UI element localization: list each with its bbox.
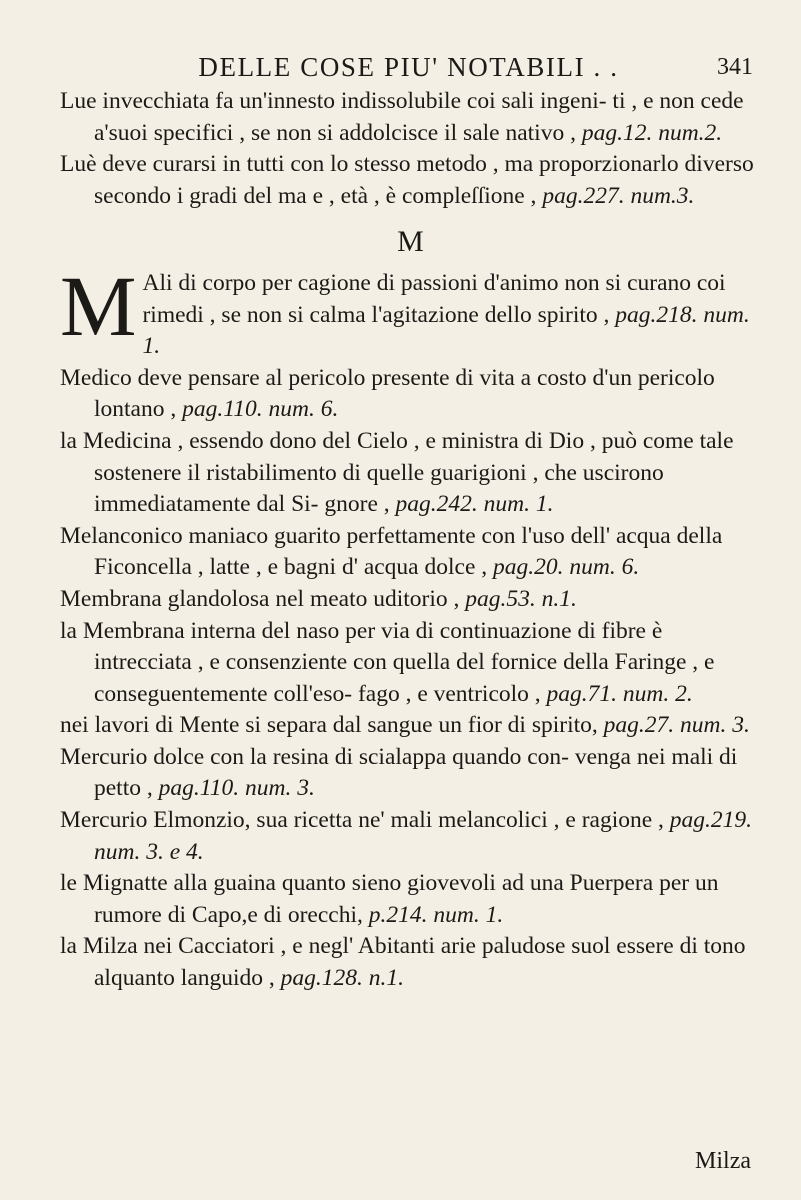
entry-text: Medico deve pensare al pericolo presente di vita a costo d'un pericolo lontano , <box>60 364 715 423</box>
entry-text: la Membrana interna del naso per via di continuazione di fibre è intrecciata , e consenziente con quella del fornice della Faringe , e conseguentemente coll'eso- fago , e ventricolo , <box>60 617 715 707</box>
entry-ref: pag.242. num. 1. <box>395 491 554 518</box>
entry-text: Melanconico maniaco guarito perfettamente con l'uso dell' acqua della Ficoncella , latte , e bagni d' acqua dolce , <box>60 522 723 581</box>
entry-ref: pag.12. num.2. <box>581 119 723 146</box>
drop-cap: M <box>60 257 137 354</box>
entry-ref: pag.71. num. 2. <box>546 680 693 707</box>
catchword: Milza <box>695 1148 751 1174</box>
index-entry <box>60 584 761 616</box>
running-head <box>60 52 757 82</box>
index-entry <box>60 363 761 426</box>
entry-text: la Milza nei Cacciatori , e negl' Abitanti arie paludose suol essere di tono alquanto languido , <box>60 933 746 992</box>
index-entry <box>60 426 761 521</box>
entry-text: Lue invecchiata fa un'innesto indissolubile coi sali ingeni- ti , e non cede a'suoi specifici , se non si addolcisce il sale nativo , <box>60 88 744 146</box>
entry-text: Mercurio Elmonzio, sua ricetta ne' mali melancolici , e ragione , <box>60 807 664 834</box>
section-letter: M <box>397 225 424 259</box>
entry-ref: pag.110. num. 6. <box>182 396 339 423</box>
index-entry <box>60 868 761 931</box>
entry-ref: pag.219. num. 3. e 4. <box>94 807 753 865</box>
entry-ref: pag.20. num. 6. <box>493 554 640 581</box>
entry-ref: p.214. num. 1. <box>368 901 504 928</box>
index-entry <box>60 742 761 805</box>
entry-ref: pag.27. num. 3. <box>603 712 750 739</box>
entry-text: Ali di corpo per cagione di passioni d'animo non si curano coi rimedi , se non si calma l'agitazione dello spirito , <box>142 269 726 328</box>
index-entry <box>60 616 761 711</box>
index-entry <box>60 931 761 994</box>
entry-text: nei lavori di Mente si separa dal sangue un fior di spirito, <box>60 712 598 739</box>
index-entry <box>60 805 761 868</box>
entry-text: Luè deve curarsi in tutti con lo stesso metodo , ma proporzionarlo diverso secondo i gradi del ma e , età , è compleſſione , <box>60 151 754 209</box>
entry-ref: pag.110. num. 3. <box>158 775 315 802</box>
entry-ref: pag.128. n.1. <box>280 965 405 992</box>
index-entry <box>60 149 761 212</box>
entry-text: Mercurio dolce con la resina di scialappa quando con- venga nei mali di petto , <box>60 743 738 802</box>
running-head-title: DELLE COSE PIU' NOTABILI . . <box>198 52 619 82</box>
index-entry <box>60 710 761 742</box>
entry-ref: pag.227. num.3. <box>542 182 695 209</box>
entry-ref: pag.53. n.1. <box>465 585 577 612</box>
index-entry <box>60 521 761 584</box>
entry-ref: pag.218. num. 1. <box>142 301 750 360</box>
index-body <box>60 86 761 995</box>
entry-text: la Medicina , essendo dono del Cielo , e ministra di Dio , può come tale sostenere il ristabilimento di quelle guarigioni , che uscirono immediatamente dal Si- gnore , <box>60 427 734 518</box>
index-entry <box>60 86 761 149</box>
index-entry-first <box>60 257 761 363</box>
entry-text: Membrana glandolosa nel meato uditorio , <box>60 585 460 612</box>
entry-text: le Mignatte alla guaina quanto sieno giovevoli ad una Puerpera per un rumore di Capo,e di orecchi, <box>60 870 719 928</box>
page-number: 341 <box>717 54 753 80</box>
